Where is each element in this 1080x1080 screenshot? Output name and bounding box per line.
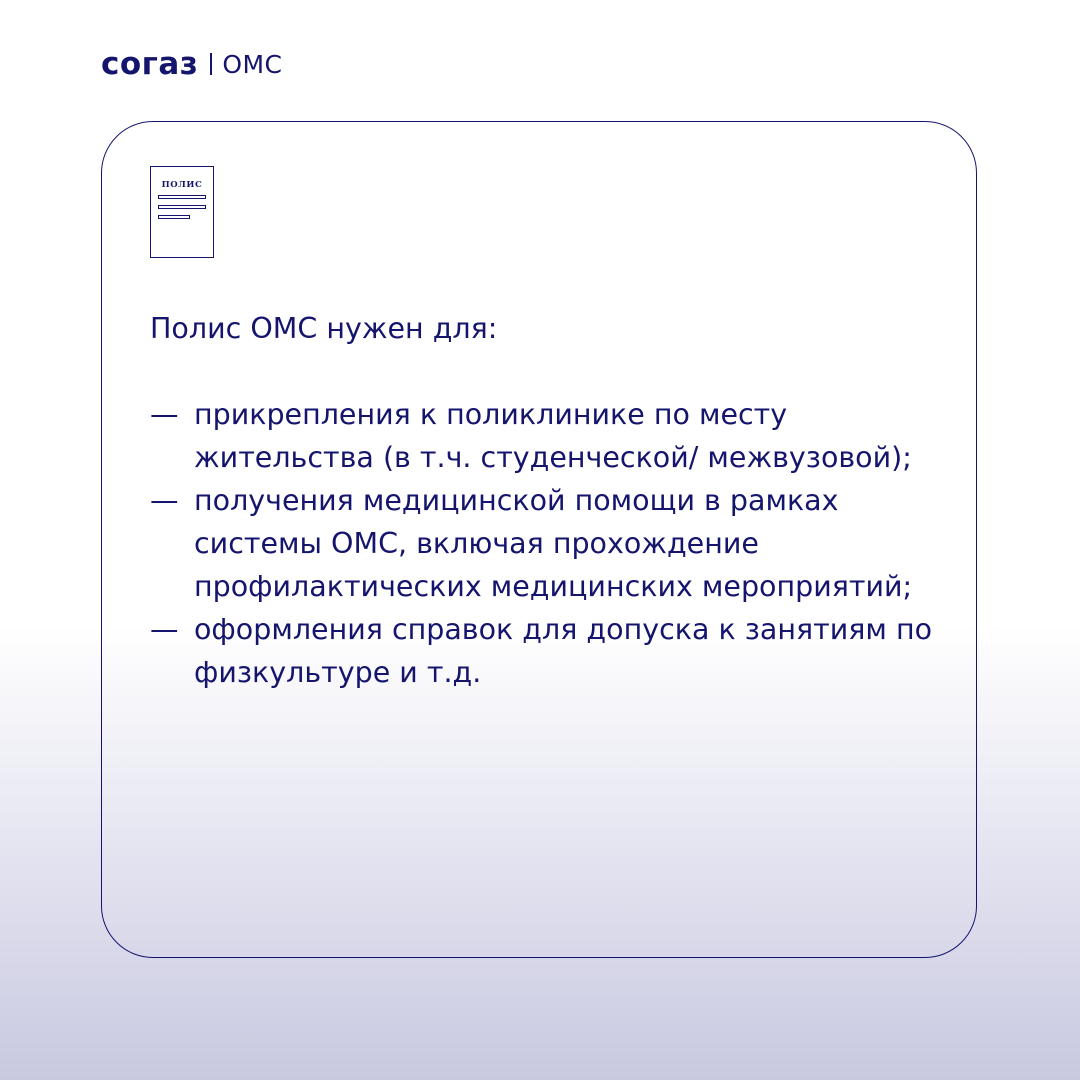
purpose-list: [150, 393, 950, 694]
info-card: [101, 121, 977, 958]
list-dash: —: [150, 398, 179, 431]
product-label: ОМС: [222, 49, 283, 79]
header: [101, 42, 283, 86]
document-icon-label: ПОЛИС: [161, 180, 203, 190]
document-line: [158, 195, 206, 199]
brand-logo: согаз: [101, 45, 199, 82]
list-item-text: получения медицинской помощи в рамках системы ОМС, включая прохождение профилактических медицинских мероприятий;: [194, 484, 913, 603]
list-item: [150, 479, 950, 608]
list-item-text: оформления справок для допуска к занятиям по физкультуре и т.д.: [194, 613, 933, 689]
document-line: [158, 215, 190, 219]
brand-divider: [210, 53, 212, 75]
intro-text: Полис ОМС нужен для:: [150, 312, 498, 345]
card-content: [150, 307, 950, 694]
list-item: [150, 393, 950, 479]
list-item-text: прикрепления к поликлинике по месту жительства (в т.ч. студенческой/ межвузовой);: [194, 398, 912, 474]
document-line: [158, 205, 206, 209]
list-dash: —: [150, 613, 179, 646]
policy-document-icon: [150, 166, 214, 258]
list-dash: —: [150, 484, 179, 517]
list-item: [150, 608, 950, 694]
